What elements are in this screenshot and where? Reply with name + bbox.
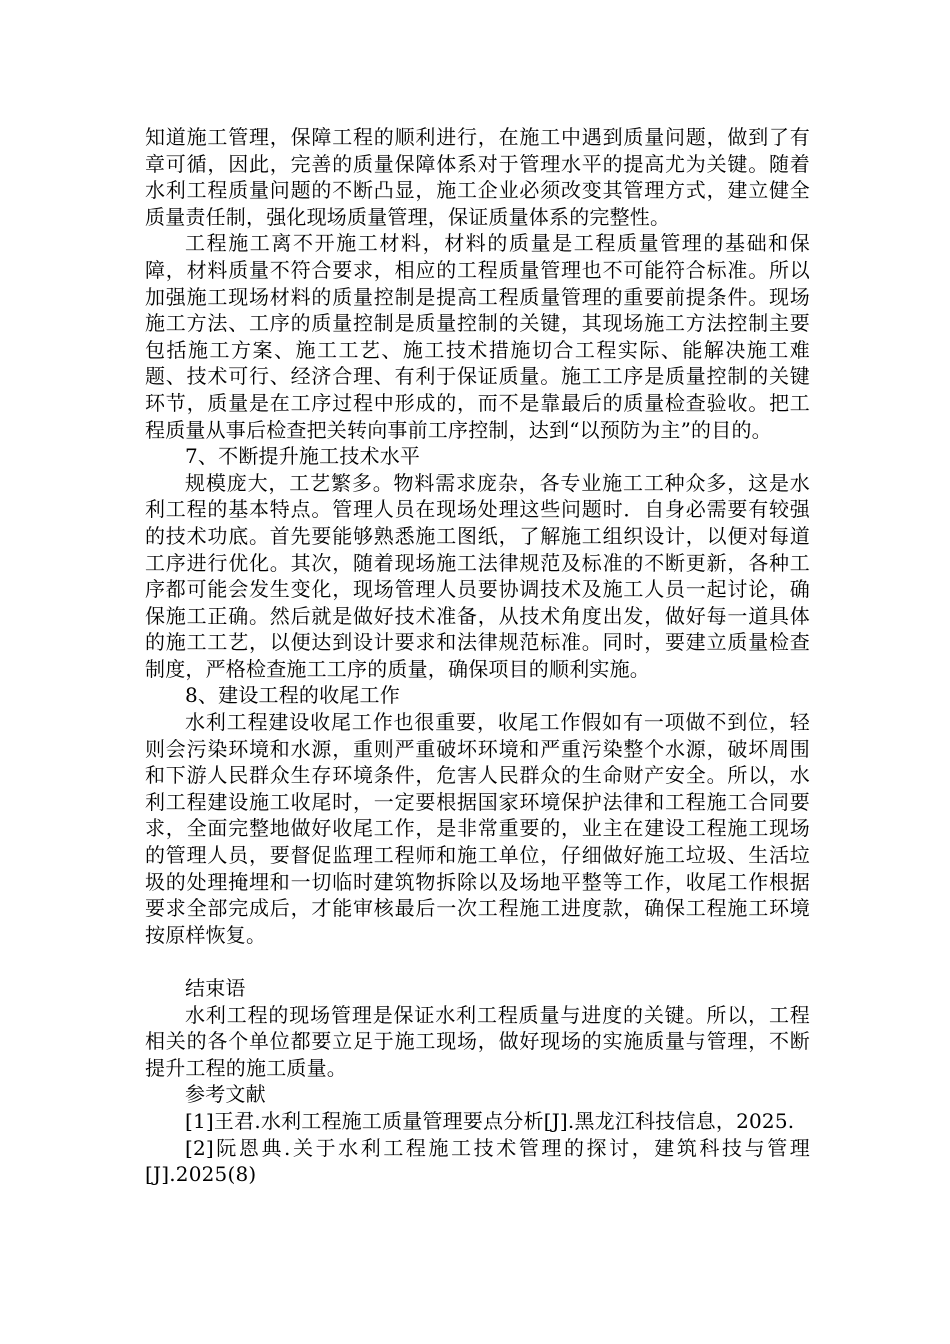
reference-item-1: [1]王君.水利工程施工质量管理要点分析[J].黑龙江科技信息，2025. bbox=[185, 1108, 795, 1133]
blank-line bbox=[145, 948, 810, 975]
paragraph-technology: 规模庞大，工艺繁多。物料需求庞杂，各专业施工工种众多，这是水利工程的基本特点。管理人员在现场处理这些问题时．自身必需要有较强的技术功底。首先要能够熟悉施工图纸，了解施工组织设计，以便对每道工序进行优化。其次，随着现场施工法律规范及标准的不断更新，各种工序都可能会发生变化，现场管理人员要协调技术及施工人员一起讨论，确保施工正确。然后就是做好技术准备，从技术角度出发，做好每一道具体的施工工艺，以便达到设计要求和法律规范标准。同时，要建立质量检查制度，严格检查施工工序的质量，确保项目的顺利实施。 bbox=[145, 470, 810, 681]
heading-references: 参考文献 bbox=[185, 1082, 266, 1107]
document-body bbox=[145, 124, 810, 1188]
paragraph-conclusion: 水利工程的现场管理是保证水利工程质量与进度的关键。所以，工程相关的各个单位都要立足于施工现场，做好现场的实施质量与管理，不断提升工程的施工质量。 bbox=[145, 1002, 810, 1080]
paragraph-quality-system: 知道施工管理，保障工程的顺利进行，在施工中遇到质量问题，做到了有章可循，因此，完善的质量保障体系对于管理水平的提高尤为关键。随着水利工程质量问题的不断凸显，施工企业必须改变其管理方式，建立健全质量责任制，强化现场质量管理，保证质量体系的完整性。 bbox=[145, 125, 810, 229]
heading-conclusion: 结束语 bbox=[185, 976, 246, 1000]
paragraph-materials: 工程施工离不开施工材料，材料的质量是工程质量管理的基础和保障，材料质量不符合要求，相应的工程质量管理也不可能符合标准。所以加强施工现场材料的质量控制是提高工程质量管理的重要前提条件。现场施工方法、工序的质量控制是质量控制的关键，其现场施工方法控制主要包括施工方案、施工工艺、施工技术措施切合工程实际、能解决施工难题、技术可行、经济合理、有利于保证质量。施工工序是质量控制的关键环节，质量是在工序过程中形成的，而不是靠最后的质量检查验收。把工程质量从事后检查把关转向事前工序控制，达到“以预防为主”的目的。 bbox=[145, 231, 810, 442]
reference-item-2: [2]阮恩典.关于水利工程施工技术管理的探讨，建筑科技与管理[J].2025(8) bbox=[145, 1135, 810, 1187]
heading-section-8: 8、建设工程的收尾工作 bbox=[185, 683, 400, 708]
paragraph-closing-work: 水利工程建设收尾工作也很重要，收尾工作假如有一项做不到位，轻则会污染环境和水源，重则严重破坏环境和严重污染整个水源，破坏周围和下游人民群众生存环境条件，危害人民群众的生命财产安全。所以，水利工程建设施工收尾时，一定要根据国家环境保护法律和工程施工合同要求，全面完整地做好收尾工作，是非常重要的，业主在建设工程施工现场的管理人员，要督促监理工程师和施工单位，仔细做好施工垃圾、生活垃圾的处理掩埋和一切临时建筑物拆除以及场地平整等工作，收尾工作根据要求全部完成后，才能审核最后一次工程施工进度款，确保工程施工环境按原样恢复。 bbox=[145, 710, 810, 947]
heading-section-7: 7、不断提升施工技术水平 bbox=[185, 444, 421, 469]
